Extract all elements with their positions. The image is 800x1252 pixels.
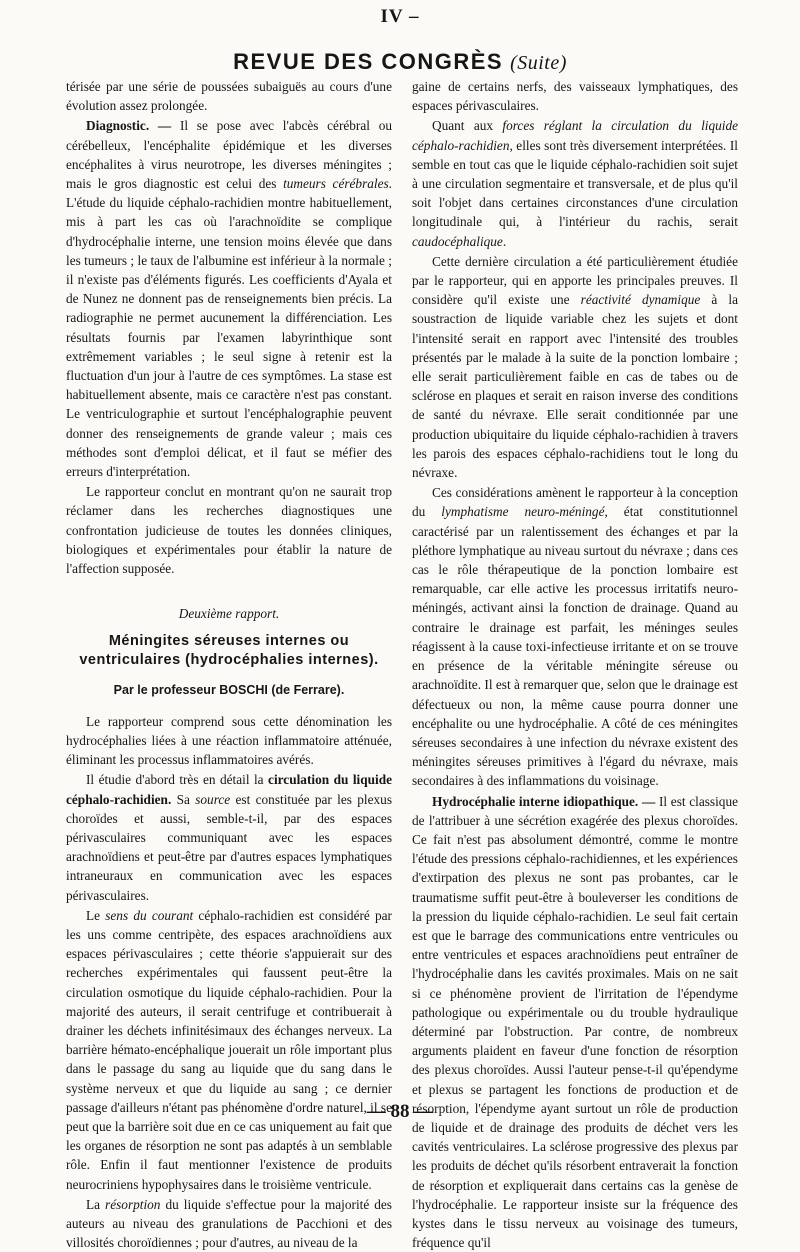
paragraph: La résorption du liquide s'effectue pour la majorité des auteurs au niveau des granulations de Pacchioni et des villosités choroïdiennes ; pour d'autres, au niveau de la bbox=[66, 1196, 392, 1251]
paragraph: térisée par une série de poussées subaiguës au cours d'une évolution assez prolongée. bbox=[66, 79, 392, 114]
section-label: Deuxième rapport. bbox=[178, 606, 280, 622]
journal-title: REVUE DES CONGRÈS bbox=[233, 49, 504, 74]
paragraph: Le rapporteur conclut en montrant qu'on ne saurait trop réclamer dans les recherches diagnostiques une confrontation judicieuse de toutes les données cliniques, biologiques et expérimentales pour établir la nature de l'affection supposée. bbox=[66, 484, 392, 577]
paragraph: Diagnostic. — Il se pose avec l'abcès cérébral ou cérébelleux, l'encéphalite épidémique et les diverses encéphalites à virus neurotrope, les diverses méningites ; mais le gros diagnostic est celui des tumeurs cérébrales. L'étude du liquide céphalo-rachidien montre habituellement, mis à part les cas où l'arachnoïdite se complique d'hydrocéphalie interne, une tension moins élevée que dans les tumeurs ; le taux de l'albumine est inférieur à la normale ; il n'existe pas d'éléments figurés. Les coefficients d'Ayala et de Nunez ne donnent pas de renseignements bien précis. La radiographie ne permet aucunement la différenciation. Les résultats fournis par l'examen labyrinthique sont extrêmement variables ; le seul signe à retenir est la fluctuation d'un jour à l'autre de ces symptômes. La stase est habituellement absente, mais ce caractère n'est pas constant. Le ventriculographie et surtout l'encéphalographie peuvent donner des renseignements de grande valeur ; mais ces méthodes sont d'emploi délicat, et il faut se méfier des erreurs d'interprétation. bbox=[66, 118, 392, 480]
paragraph: Ces considérations amènent le rapporteur à la conception du lymphatisme neuro-méningé, état constitutionnel caractérisé par un ralentissement des échanges et par la pléthore lymphatique au niveau surtout du névraxe ; dans ces cas le rôle thérapeutique de la ponction lombaire est remarquable, car elle active les processus irritatifs neuro-méningés, activant ainsi la fonction de drainage. Quand au contraire le drainage est parfait, les méninges seules réagissent à la cause toxi-infectieuse irritante et on se trouve en présence de la véritable méningite séreuse ou arachnoïdite. Il est à remarquer que, selon que le drainage est défectueux ou non, la même cause pourra donner une encéphalite ou une hydrocéphalie. A côté de ces méningites séreuses secondaires à une infection du névraxe existent des méningites séreuses primitives à l'égard du névraxe, mais secondaires à des inflammations du voisinage. bbox=[412, 485, 738, 789]
header-page-numeral: IV – bbox=[380, 6, 420, 27]
section-author: Par le professeur BOSCHI (de Ferrare). bbox=[113, 683, 345, 698]
paragraph: Cette dernière circulation a été particulièrement étudiée par le rapporteur, qui en apporte les principales preuves. Il considère qu'il existe une réactivité dynamique à la soustraction de liquide variable chez les sujets et dont l'intensité serait en rapport avec l'intensité des troubles présentés par le malade à la suite de la ponction lombaire ; elle serait particulièrement faible en cas de tabes ou de sclérose en plaques et serait en raison inverse des conditions de santé du névraxe. Elle serait conditionnée par une production ubiquitaire du liquide céphalo-rachidien à travers les parois des espaces céphalo-rachidiens tout le long du névraxe. bbox=[412, 253, 738, 481]
paragraph: Le rapporteur comprend sous cette dénomination les hydrocéphalies liées à une réaction inflammatoire atténuée, éliminant les processus inflammatoires avérés. bbox=[66, 713, 392, 768]
paragraph: Hydrocéphalie interne idiopathique. — Il est classique de l'attribuer à une sécrétion exagérée des plexus choroïdes. Ce fait n'est pas absolument démontré, comme le montre l'étude des pressions céphalo-rachidiennes, et les expériences d'extirpation des plexus ne sont pas probantes, car le traumatisme suffit peut-être à bouleverser les conditions de la pression du liquide céphalo-rachidien. Le seul fait certain est que le barrage des communications entre ventricules ou entre ventricules et espaces arachnoïdiens peut entraîner de l'hydrocéphalie dans les cavités proximales. Mais on ne sait si ce phénomène provient de l'irritation de l'épendyme pathologique ou expérimentale ou du trouble hydraulique déterminé par l'obstruction. Par contre, de nombreux arguments plaident en faveur d'une fonction de résorption des plexus choroïdes. Aussi l'auteur pense-t-il qu'épendyme et plexus se partagent les fonctions de production et de résorption, l'épendyme ayant surtout un rôle de production de liquide et de drainage des produits de déchet vers les cavités ventriculaires. La sclérose progressive des plexus par les produits de déchet qu'ils résorbent entraverait la fonction de résorption et expliquerait dans certains cas la genèse de l'hydrocéphalie. Le rapporteur insiste sur la fréquence des kystes dans le tissu nerveux au voisinage des tumeurs, fréquence qu'il bbox=[412, 793, 738, 1251]
run-in-heading: Diagnostic. — bbox=[86, 118, 172, 134]
left-column bbox=[66, 77, 392, 1252]
paragraph: gaine de certains nerfs, des vaisseaux lymphatiques, des espaces périvasculaires. bbox=[412, 79, 738, 114]
journal-title-suffix: (Suite) bbox=[510, 52, 567, 74]
running-header bbox=[0, 49, 800, 76]
run-in-heading: Hydrocéphalie interne idiopathique. — bbox=[432, 793, 656, 809]
paragraph: Quant aux forces réglant la circulation du liquide céphalo-rachidien, elles sont très diversement interprétées. Il semble en tout cas que le liquide céphalo-rachidien soit sujet à une circulation segmentaire et transversale, et de plus qu'il soit l'objet dans certaines circonstances d'une circulation longitudinale qui, à l'intérieur du rachis, serait caudocéphalique. bbox=[412, 118, 738, 249]
paragraph: Il étudie d'abord très en détail la circulation du liquide céphalo-rachidien. Sa source est constituée par les plexus choroïdes et aussi, semble-t-il, par des espaces périvasculaires communiquant avec les espaces arachnoïdiens et peut-être par d'autres espaces lymphatiques intraneuraux en communication avec les espaces périvasculaires. bbox=[66, 772, 393, 903]
page-number: — 88 — bbox=[366, 1101, 434, 1122]
right-column bbox=[412, 77, 738, 1252]
paragraph: Le sens du courant céphalo-rachidien est considéré par les uns comme centripète, des espaces arachnoïdiens aux espaces périvasculaires ; cette théorie s'appuierait sur des recherches expérimentales qui faussent peut-être la circulation osmotique du liquide céphalo-rachidien. Pour la majorité des auteurs, il serait centrifuge et contribuerait à drainer les déchets infinitésimaux des échanges nerveux. La barrière hémato-encéphalique jouerait un rôle important plus dans le passage du sang au liquide que du sang dans le système nerveux et que du liquide au sang ; ce dernier passage d'ailleurs n'étant pas phénomène d'ordre naturel, il se peut que la barrière soit due en ce cas uniquement au fait que les organes de résorption ne sont pas adaptés à un semblable rôle. Enfin il faut mentionner l'existence de produits neurocriniens hypophysaires dans le troisième ventricule. bbox=[66, 907, 392, 1192]
section-title: Méningites séreuses internes ou ventriculaires (hydrocéphalies internes). bbox=[79, 633, 379, 669]
